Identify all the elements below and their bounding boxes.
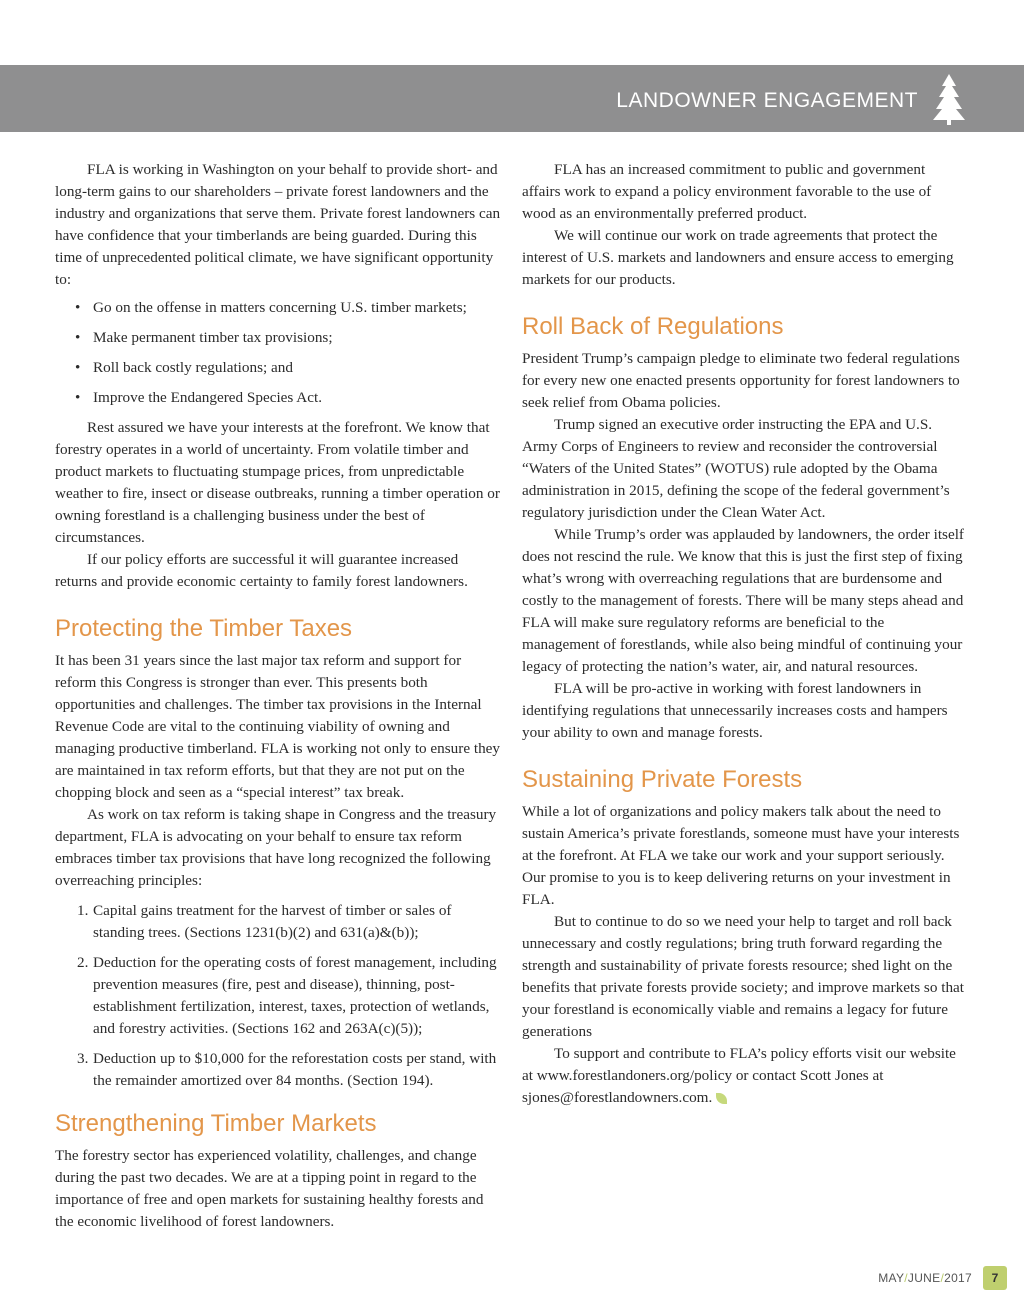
regulations-paragraph-3: While Trump’s order was applauded by landowners, the order itself does not rescind the rule. We know that this is just the first step of fixing what’s wrong with overreaching regulations that are burdensome and costly to the management of forests. There will be many steps ahead and FLA will make sure regulatory reforms are beneficial to the management of forestlands, while also being mindful of continuing your legacy of protecting the nation’s water, air, and natural resources. <box>522 526 964 675</box>
intro-paragraph-3: If our policy efforts are successful it will guarantee increased returns and provide economic certainty to family forest landowners. <box>55 551 468 590</box>
list-item: • Roll back costly regulations; and <box>73 357 503 379</box>
intro-paragraph-2: Rest assured we have your interests at the forefront. We know that forestry operates in a world of uncertainty. From volatile timber and product markets to fluctuating stumpage prices, from unpredictable weather to fire, insect or disease outbreaks, running a timber operation or owning forestland is a challenging business under the best of circumstances. <box>55 419 500 546</box>
sustaining-paragraph-3: To support and contribute to FLA’s policy efforts visit our website at www.forestlandoners.org/policy or contact Scott Jones at sjones@forestlandowners.com. <box>522 1045 956 1106</box>
priorities-list <box>55 297 503 409</box>
bullet-icon: • <box>75 299 81 316</box>
bullet-icon: • <box>75 329 81 346</box>
page-number: 7 <box>983 1266 1007 1290</box>
bullet-icon: • <box>75 359 81 376</box>
list-item: 3. Deduction up to $10,000 for the reforestation costs per stand, with the remainder amortized over 84 months. (Section 194). <box>77 1050 497 1089</box>
issue-date: MAY/JUNE/2017 <box>878 1271 972 1285</box>
sustaining-paragraph-1: While a lot of organizations and policy makers talk about the need to sustain America’s private forestlands, someone must have your interests at the forefront. At FLA we take our work and your support seriously. Our promise to you is to keep delivering returns on your investment in FLA. <box>522 803 960 908</box>
taxes-paragraph-1: It has been 31 years since the last major tax reform and support for reform this Congress is stronger than ever. This presents both opportunities and challenges. The timber tax provisions in the Internal Revenue Code are vital to the continuing viability of owning and managing productive timberland. FLA is working not only to ensure they are maintained in tax reform efforts, but that they are not put on the chopping block and seen as a “special interest” tax break. <box>55 652 501 801</box>
list-item: 2. Deduction for the operating costs of forest management, including prevention measures (fire, pest and disease), thinning, post-establishment fertilization, interest, taxes, protection of wetlands, and forestry activities. (Sections 162 and 263A(c)(5)); <box>77 954 497 1037</box>
intro-paragraph-1: FLA is working in Washington on your behalf to provide short- and long-term gains to our shareholders – private forest landowners and the industry and organizations that serve them. Private forest landowners can have confidence that your timberlands are being guarded. During this time of unprecedented political climate, we have significant opportunity to: <box>55 161 501 288</box>
regulations-paragraph-4: FLA will be pro-active in working with forest landowners in identifying regulations that unnecessarily increases costs and hampers your ability to own and manage forests. <box>522 680 948 741</box>
markets-paragraph-1: The forestry sector has experienced volatility, challenges, and change during the past two decades. We are at a tipping point in regard to the importance of free and open markets for sustaining healthy forests and the economic livelihood of forest landowners. <box>55 1147 484 1230</box>
list-item: • Go on the offense in matters concerning U.S. timber markets; <box>73 297 503 319</box>
right-column <box>522 159 964 1109</box>
bullet-icon: • <box>75 389 81 406</box>
heading-sustaining-forests: Sustaining Private Forests <box>522 766 803 793</box>
heading-regulations: Roll Back of Regulations <box>522 313 784 340</box>
tax-principles-list <box>55 900 503 1092</box>
taxes-paragraph-2: As work on tax reform is taking shape in Congress and the treasury department, FLA is advocating on your behalf to ensure tax reform embraces timber tax provisions that have long recognized the following overreaching principles: <box>55 806 497 889</box>
pine-tree-icon <box>930 72 968 126</box>
leaf-end-mark-icon <box>716 1093 727 1104</box>
markets-paragraph-2: FLA has an increased commitment to public and government affairs work to expand a policy environment favorable to the use of wood as an environmentally preferred product. <box>522 161 932 222</box>
markets-paragraph-3: We will continue our work on trade agreements that protect the interest of U.S. markets and landowners and ensure access to emerging markets for our products. <box>522 227 954 288</box>
regulations-paragraph-2: Trump signed an executive order instructing the EPA and U.S. Army Corps of Engineers to review and reconsider the controversial “Waters of the United States” (WOTUS) rule adopted by the Obama administration in 2015, defining the scope of the federal government’s regulatory jurisdiction under the Clean Water Act. <box>522 416 950 521</box>
list-item: • Improve the Endangered Species Act. <box>73 387 503 409</box>
left-column <box>55 159 503 1233</box>
sustaining-paragraph-2: But to continue to do so we need your help to target and roll back unnecessary and costly regulations; bring truth forward regarding the strength and sustainability of private forests resource; shed light on the benefits that private forests provide society; and improve markets so that your forestland is economically viable and remains a legacy for future generations <box>522 913 965 1040</box>
list-item: 1. Capital gains treatment for the harvest of timber or sales of standing trees. (Sections 1231(b)(2) and 631(a)&(b)); <box>77 902 452 941</box>
regulations-paragraph-1: President Trump’s campaign pledge to eliminate two federal regulations for every new one enacted presents opportunity for forest landowners to seek relief from Obama policies. <box>522 350 960 411</box>
section-title: LANDOWNER ENGAGEMENT <box>616 89 918 112</box>
heading-timber-markets: Strengthening Timber Markets <box>55 1110 377 1137</box>
heading-timber-taxes: Protecting the Timber Taxes <box>55 615 353 642</box>
list-item: • Make permanent timber tax provisions; <box>73 327 503 349</box>
